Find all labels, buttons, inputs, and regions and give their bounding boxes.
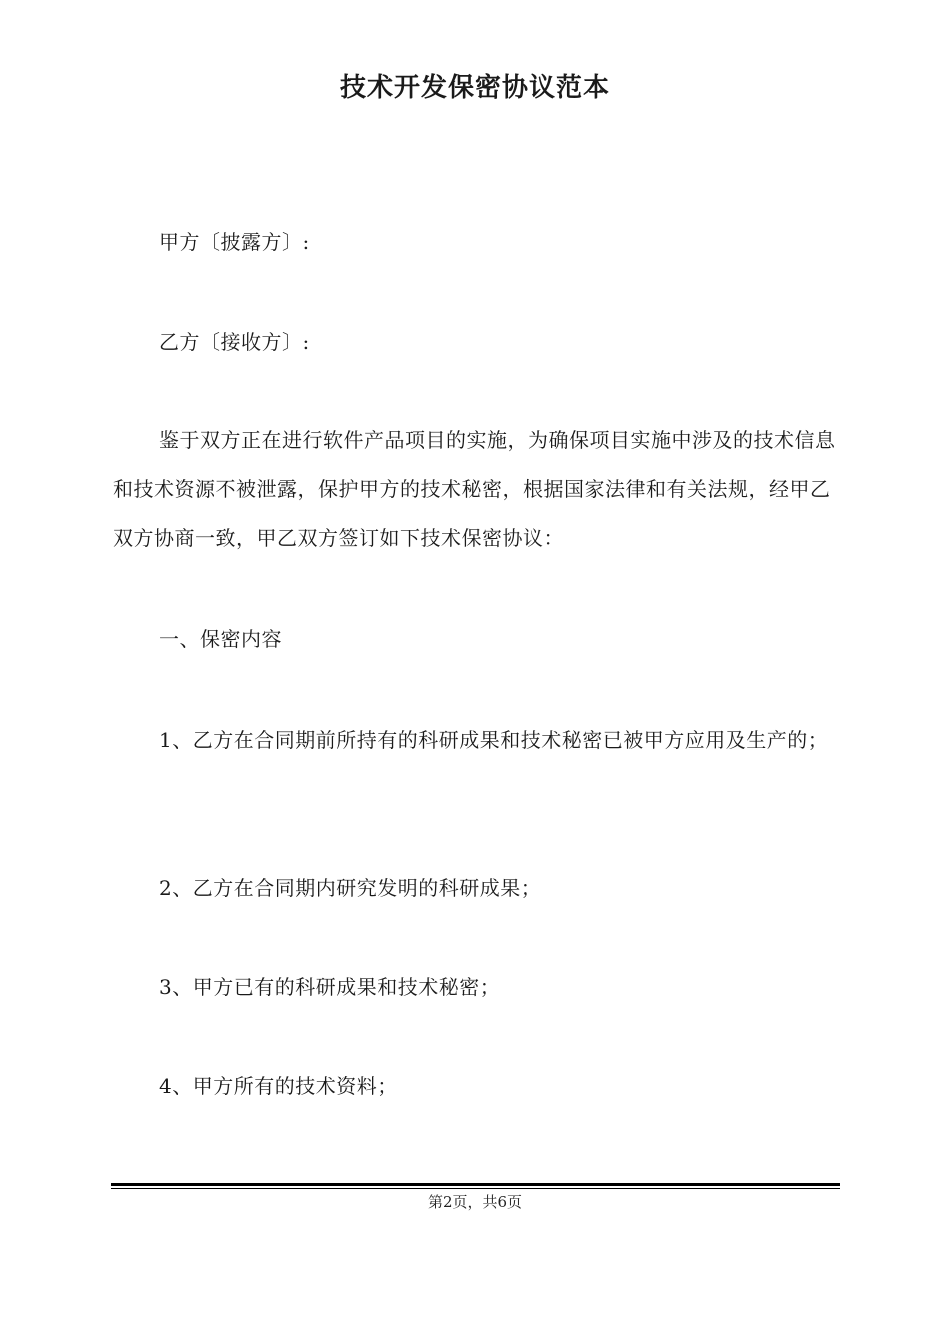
party-b-line: 乙方〔接收方〕: bbox=[159, 330, 310, 354]
footer-divider-thin bbox=[111, 1188, 840, 1189]
preamble-paragraph: 鉴于双方正在进行软件产品项目的实施，为确保项目实施中涉及的技术信息和技术资源不被泄露，保护甲方的技术秘密，根据国家法律和有关法规，经甲乙双方协商一致，甲乙双方签订如下技术保密协议： bbox=[113, 428, 836, 550]
section-heading-confidential-content: 一、保密内容 bbox=[159, 627, 282, 651]
footer-divider bbox=[111, 1183, 840, 1186]
clause-1: 1、乙方在合同期前所持有的科研成果和技术秘密已被甲方应用及生产的； bbox=[159, 728, 829, 752]
clause-2: 2、乙方在合同期内研究发明的科研成果； bbox=[159, 876, 542, 900]
clause-3: 3、甲方已有的科研成果和技术秘密； bbox=[159, 975, 501, 999]
party-a-line: 甲方〔披露方〕: bbox=[159, 230, 310, 254]
clause-4: 4、甲方所有的技术资料； bbox=[159, 1074, 398, 1098]
page-number: 第2页，共6页 bbox=[427, 1193, 523, 1211]
document-title: 技术开发保密协议范本 bbox=[339, 73, 610, 103]
